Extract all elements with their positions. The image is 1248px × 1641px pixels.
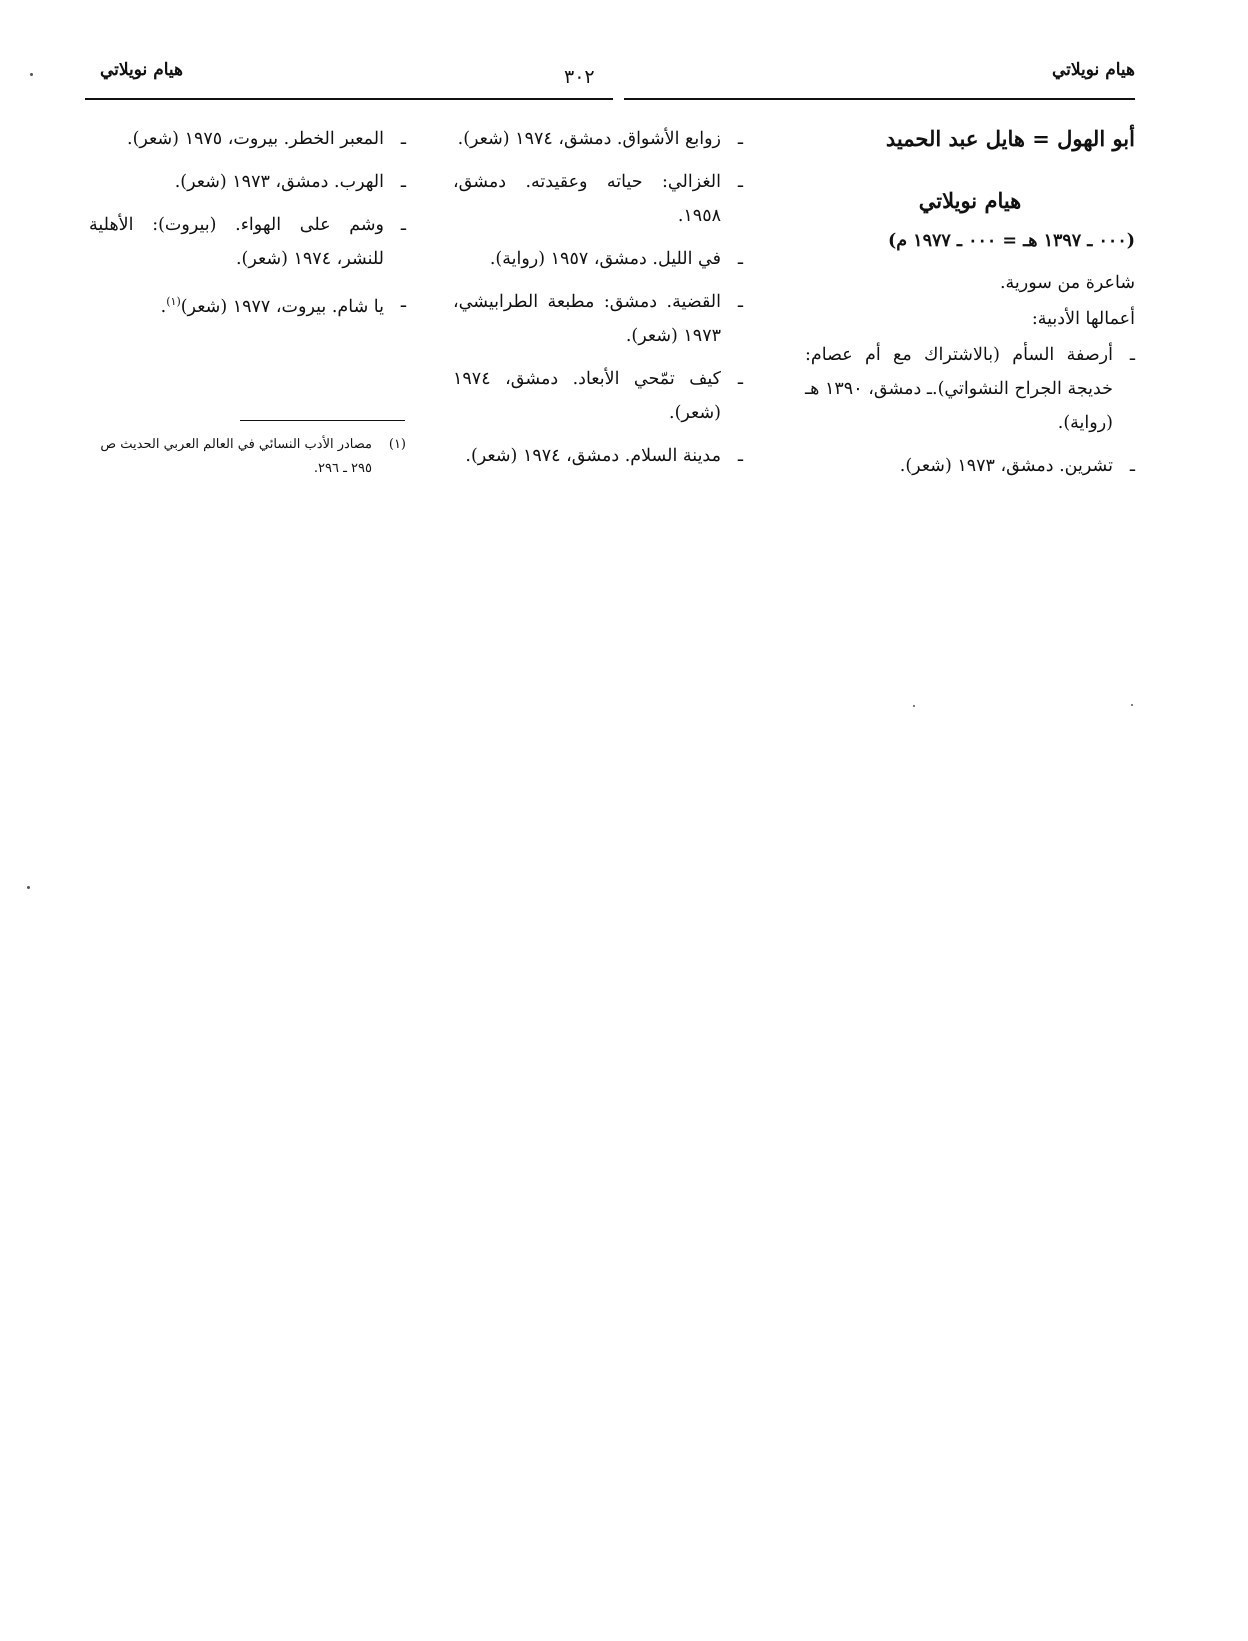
list-item (89, 122, 406, 156)
list-item (89, 165, 406, 199)
list-item-text: أرصفة السأم (بالاشتراك مع أم عصام: خديجة الجراح النشواتي).ـ دمشق، ١٣٩٠ هـ (رواية). (805, 345, 1114, 433)
list-item (453, 242, 743, 276)
list-item-text: القضية. دمشق: مطبعة الطرابيشي، ١٩٧٣ (شعر). (453, 292, 721, 346)
list-dash: ـ (737, 446, 743, 466)
entry-bio: شاعرة من سورية. (999, 273, 1135, 293)
list-item (453, 165, 743, 233)
list-item-end: . (160, 296, 167, 317)
scan-speck (1131, 704, 1133, 706)
footnote-text: مصادر الأدب النسائي في العالم العربي الحديث ص ٢٩٥ ـ ٢٩٦. (100, 437, 372, 476)
column-left (89, 122, 406, 333)
footnote-reference: (١) (166, 295, 181, 308)
page-number: ٣٠٢ (564, 66, 595, 88)
list-item-text: كيف تمّحي الأبعاد. دمشق، ١٩٧٤ (شعر). (453, 369, 721, 423)
column-middle (453, 122, 743, 482)
list-item (805, 338, 1135, 440)
list-dash: ـ (1129, 345, 1135, 365)
list-item-text: يا شام. بيروت، ١٩٧٧ (شعر) (180, 296, 384, 317)
list-dash: ـ (737, 369, 743, 389)
list-item-text: وشم على الهواء. (بيروت): الأهلية للنشر، ١٩٧٤ (شعر). (89, 215, 384, 269)
list-item-text: مدينة السلام. دمشق، ١٩٧٤ (شعر). (465, 446, 721, 466)
list-dash: ـ (1129, 456, 1135, 476)
entry-name-heading: هيام نويلاتي (918, 188, 1022, 213)
list-dash: ـ (737, 292, 743, 312)
list-item-text: الغزالي: حياته وعقيدته. دمشق، ١٩٥٨. (453, 172, 721, 226)
list-dash: ـ (400, 292, 406, 312)
column-right (805, 122, 1135, 492)
list-item (453, 439, 743, 473)
list-dash: ـ (400, 172, 406, 192)
list-item-text: المعبر الخطر. بيروت، ١٩٧٥ (شعر). (127, 129, 384, 149)
header-rule-right (624, 98, 1135, 100)
list-item (453, 362, 743, 430)
list-item (453, 122, 743, 156)
running-header-left: هيام نويلاتي (100, 60, 184, 80)
list-item-text: الهرب. دمشق، ١٩٧٣ (شعر). (174, 172, 384, 192)
list-item-text: في الليل. دمشق، ١٩٥٧ (رواية). (489, 249, 721, 269)
list-item (453, 285, 743, 353)
cross-reference-heading: أبو الهول = هايل عبد الحميد (885, 126, 1135, 151)
footnote-mark: (١) (388, 437, 406, 452)
header-rule-left (85, 98, 613, 100)
entry-dates: (٠٠٠ ـ ١٣٩٧ هـ = ٠٠٠ ـ ١٩٧٧ م) (887, 231, 1135, 251)
list-item (89, 285, 406, 324)
scan-speck (27, 886, 30, 889)
scan-speck (913, 705, 915, 707)
footnote (89, 433, 406, 481)
list-dash: ـ (737, 172, 743, 192)
list-dash: ـ (737, 129, 743, 149)
running-header-right: هيام نويلاتي (1051, 60, 1135, 80)
list-dash: ـ (400, 129, 406, 149)
footnote-rule (240, 420, 405, 421)
list-item (89, 208, 406, 276)
works-label: أعمالها الأدبية: (1031, 309, 1135, 329)
list-item-text: زوابع الأشواق. دمشق، ١٩٧٤ (شعر). (457, 129, 721, 149)
list-item-text: تشرين. دمشق، ١٩٧٣ (شعر). (899, 456, 1113, 476)
list-dash: ـ (400, 215, 406, 235)
scan-speck (30, 73, 33, 76)
list-dash: ـ (737, 249, 743, 269)
list-item (805, 449, 1135, 483)
